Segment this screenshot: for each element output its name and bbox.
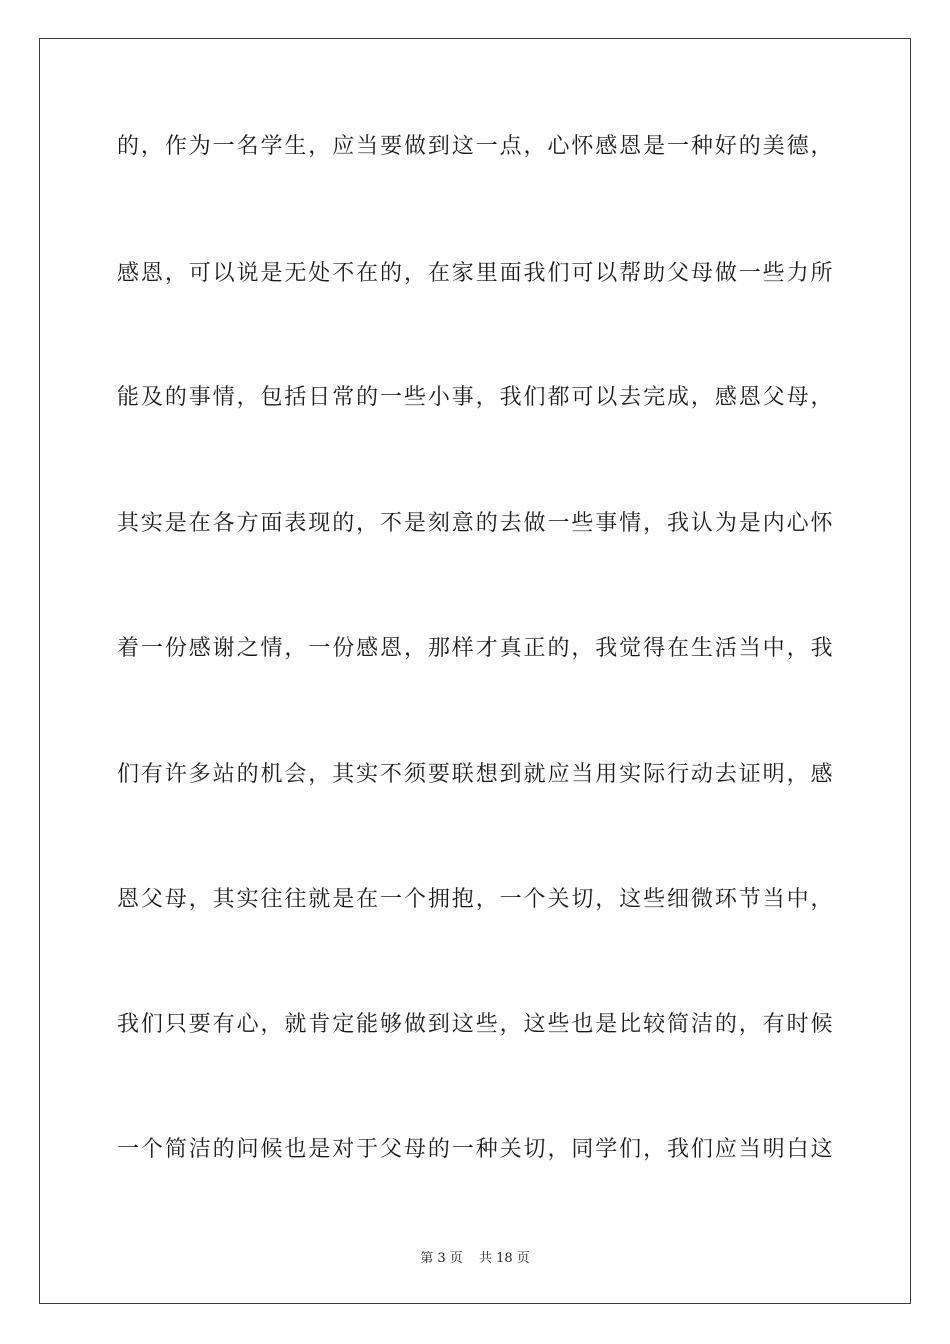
text-line: 的，作为一名学生，应当要做到这一点，心怀感恩是一种好的美德，: [117, 134, 833, 159]
page-border: [39, 38, 911, 1304]
text-line: 其实是在各方面表现的，不是刻意的去做一些事情，我认为是内心怀: [117, 511, 833, 536]
text-line: 着一份感谢之情，一份感恩，那样才真正的，我觉得在生活当中，我: [117, 636, 833, 661]
page-total: 共 18 页: [478, 1251, 530, 1266]
text-line: 恩父母，其实往往就是在一个拥抱，一个关切，这些细微环节当中，: [117, 887, 833, 912]
text-line: 我们只要有心，就肯定能够做到这些，这些也是比较简洁的，有时候: [117, 1012, 833, 1037]
page-number: 第 3 页: [420, 1251, 463, 1266]
text-line: 能及的事情，包括日常的一些小事，我们都可以去完成，感恩父母，: [117, 385, 833, 410]
page-footer: [0, 1247, 950, 1266]
text-line: 感恩，可以说是无处不在的，在家里面我们可以帮助父母做一些力所: [117, 261, 833, 286]
text-line: 一个简洁的问候也是对于父母的一种关切，同学们，我们应当明白这: [117, 1137, 833, 1162]
text-line: 们有许多站的机会，其实不须要联想到就应当用实际行动去证明，感: [117, 762, 833, 787]
